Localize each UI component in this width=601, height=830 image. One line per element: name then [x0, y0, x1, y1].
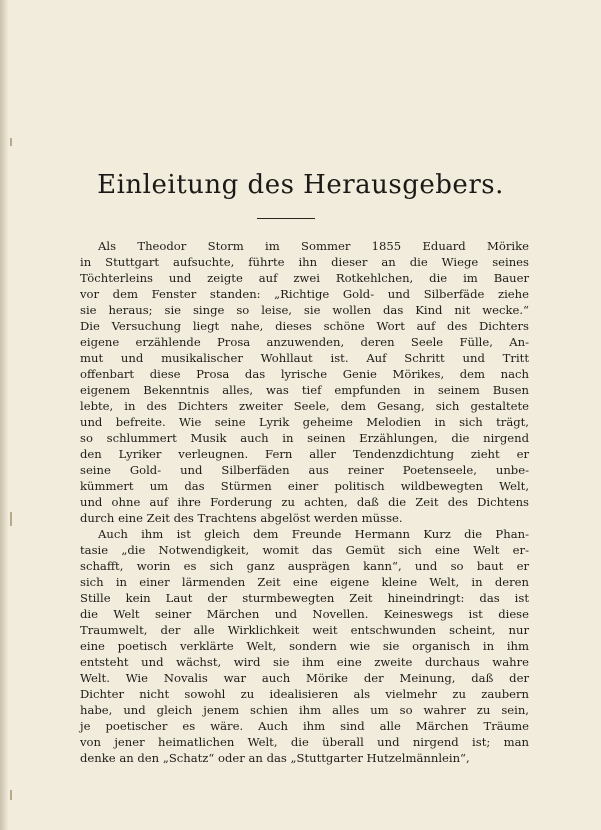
margin-mark: [10, 512, 12, 526]
margin-mark: [10, 790, 12, 800]
text-line: Traumwelt, der alle Wirklichkeit weit entschwunden scheint, nur: [80, 623, 529, 637]
text-line: den Lyriker verleugnen. Fern aller Tendenzdichtung zieht er: [80, 447, 529, 461]
text-line: vor dem Fenster standen: „Richtige Gold- und Silberfäde ziehe: [80, 287, 529, 301]
text-line: in Stuttgart aufsuchte, führte ihn dieser an die Wiege seines: [80, 255, 529, 269]
text-line: die Welt seiner Märchen und Novellen. Keineswegs ist diese: [80, 607, 529, 621]
paragraph: [80, 526, 529, 766]
text-line: Töchterleins und zeigte auf zwei Rotkehlchen, die im Bauer: [80, 271, 529, 285]
text-line: und ohne auf ihre Forderung zu achten, daß die Zeit des Dichtens: [80, 495, 529, 509]
text-line: eine poetisch verklärte Welt, sondern wie sie organisch in ihm: [80, 639, 529, 653]
text-line: Welt. Wie Novalis war auch Mörike der Meinung, daß der: [80, 671, 529, 685]
text-line: Auch ihm ist gleich dem Freunde Hermann Kurz die Phan-: [98, 527, 529, 541]
text-line: so schlummert Musik auch in seinen Erzählungen, die nirgend: [80, 431, 529, 445]
text-line: schafft, worin es sich ganz ausprägen kann“, und so baut er: [80, 559, 529, 573]
paragraph: [80, 238, 529, 526]
text-line: mut und musikalischer Wohllaut ist. Auf Schritt und Tritt: [80, 351, 529, 365]
text-line: lebte, in des Dichters zweiter Seele, dem Gesang, sich gestaltete: [80, 399, 529, 413]
text-line: Dichter nicht sowohl zu idealisieren als vielmehr zu zaubern: [80, 687, 529, 701]
text-line: Als Theodor Storm im Sommer 1855 Eduard Mörike: [98, 239, 529, 253]
text-line: je poetischer es wäre. Auch ihm sind alle Märchen Träume: [80, 719, 529, 733]
text-line: denke an den „Schatz“ oder an das „Stuttgarter Hutzelmännlein“,: [80, 751, 470, 765]
text-line: Die Versuchung liegt nahe, dieses schöne Wort auf des Dichters: [80, 319, 529, 333]
text-line: von jener heimatlichen Welt, die überall und nirgend ist; man: [80, 735, 529, 749]
title-divider: [257, 218, 315, 219]
text-line: seine Gold- und Silberfäden aus reiner Poetenseele, unbe-: [80, 463, 529, 477]
text-line: und befreite. Wie seine Lyrik geheime Melodien in sich trägt,: [80, 415, 529, 429]
text-line: entsteht und wächst, wird sie ihm eine zweite durchaus wahre: [80, 655, 529, 669]
margin-mark: [10, 138, 12, 146]
text-line: eigene erzählende Prosa anzuwenden, deren Seele Fülle, An-: [80, 335, 529, 349]
text-line: habe, und gleich jenem schien ihm alles um so wahrer zu sein,: [80, 703, 529, 717]
page-gutter: [0, 0, 8, 830]
chapter-title: Einleitung des Herausgebers.: [97, 170, 504, 200]
text-line: eigenem Bekenntnis alles, was tief empfunden in seinem Busen: [80, 383, 529, 397]
body-text: [80, 238, 529, 766]
text-line: sie heraus; sie singe so leise, sie wollen das Kind nit wecke.“: [80, 303, 529, 317]
text-line: tasie „die Notwendigkeit, womit das Gemüt sich eine Welt er-: [80, 543, 529, 557]
text-line: offenbart diese Prosa das lyrische Genie Mörikes, dem nach: [80, 367, 529, 381]
text-line: kümmert um das Stürmen einer politisch wildbewegten Welt,: [80, 479, 529, 493]
text-line: Stille kein Laut der sturmbewegten Zeit hineindringt: das ist: [80, 591, 529, 605]
text-line: sich in einer lärmenden Zeit eine eigene kleine Welt, in deren: [80, 575, 529, 589]
text-line: durch eine Zeit des Trachtens abgelöst werden müsse.: [80, 511, 403, 525]
